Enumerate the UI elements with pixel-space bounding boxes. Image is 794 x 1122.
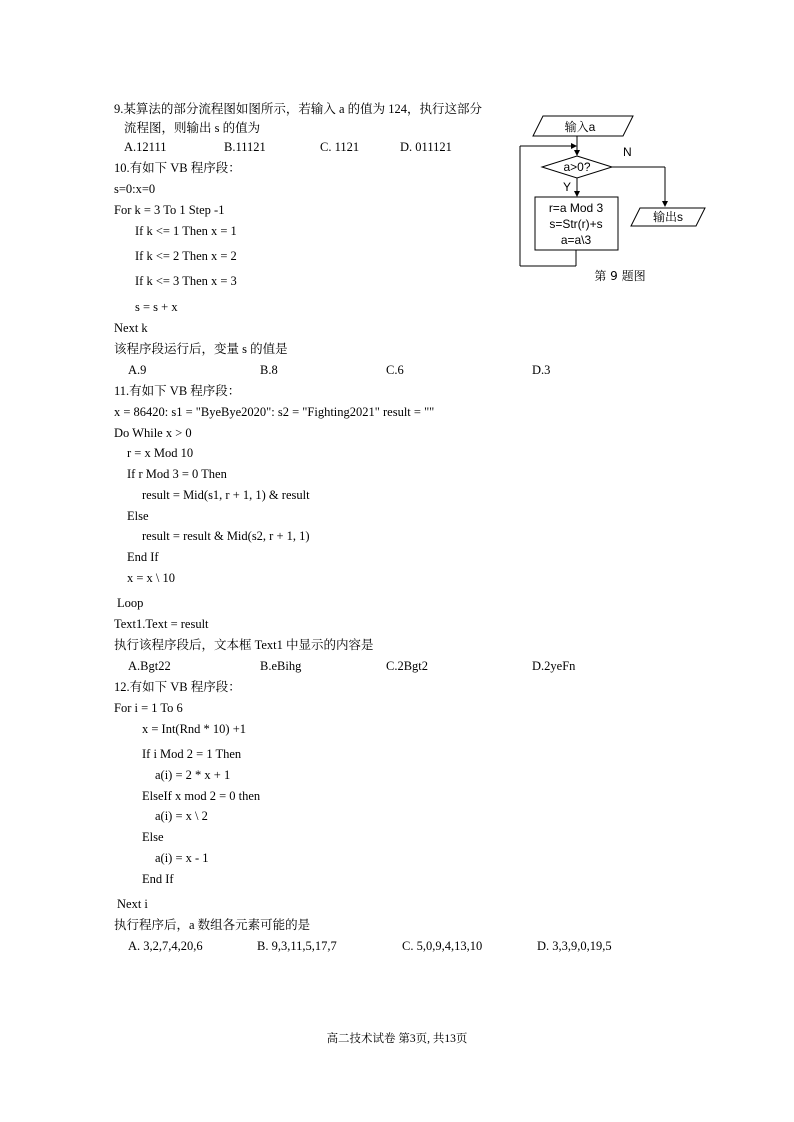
q9-option-a: A.12111: [124, 140, 167, 154]
q12-code-line: a(i) = x \ 2: [155, 809, 208, 823]
q12-code-line: x = Int(Rnd * 10) +1: [142, 722, 247, 736]
q12-code-line: Else: [142, 830, 164, 844]
q11-code-line: Else: [127, 509, 149, 523]
flowchart-yes-label: Y: [563, 180, 572, 194]
q11-code-line: End If: [127, 550, 159, 564]
q11-code-line: result = Mid(s1, r + 1, 1) & result: [142, 488, 310, 502]
flowchart-process-line2: s=Str(r)+s: [549, 217, 603, 231]
q12-stem: 12.有如下 VB 程序段：: [114, 680, 241, 694]
q10-question: 该程序段运行后，变量 s 的值是: [114, 342, 288, 356]
q10-code-line: s = s + x: [135, 300, 178, 314]
q9-option-b: B.11121: [224, 140, 266, 154]
q11-question: 执行该程序段后，文本框 Text1 中显示的内容是: [114, 638, 374, 652]
q10-option-b: B.8: [260, 363, 278, 377]
flowchart-no-label: N: [623, 145, 632, 159]
q10-option-c: C.6: [386, 363, 404, 377]
q11-code-line: Do While x > 0: [114, 426, 192, 440]
q10-code-line: If k <= 3 Then x = 3: [135, 274, 237, 288]
q9-stem-line2: 流程图，则输出 s 的值为: [124, 121, 261, 135]
q11-code-line: If r Mod 3 = 0 Then: [127, 467, 227, 481]
q11-code-line: r = x Mod 10: [127, 446, 194, 460]
q11-option-d: D.2yeFn: [532, 659, 576, 673]
q10-stem: 10.有如下 VB 程序段：: [114, 161, 241, 175]
q9-option-d: D. 011121: [400, 140, 452, 154]
flowchart-decision-text: a>0?: [563, 160, 591, 174]
q10-code-line: Next k: [114, 321, 148, 335]
q10-code-line: If k <= 1 Then x = 1: [135, 224, 237, 238]
flowchart-input-text: 输入a: [564, 120, 596, 134]
q11-code-line: Loop: [117, 596, 144, 610]
q10-code-line: s=0:x=0: [114, 182, 156, 196]
q11-option-b: B.eBihg: [260, 659, 302, 673]
q9-stem-line1: 9.某算法的部分流程图如图所示，若输入 a 的值为 124，执行这部分: [114, 102, 483, 116]
q10-code-line: For k = 3 To 1 Step -1: [114, 203, 225, 217]
flowchart-output-text: 输出s: [652, 210, 684, 224]
q12-question: 执行程序后，a 数组各元素可能的是: [114, 918, 311, 932]
q12-option-c: C. 5,0,9,4,13,10: [402, 939, 483, 953]
q12-code-line: If i Mod 2 = 1 Then: [142, 747, 242, 761]
q9-option-c: C. 1121: [320, 140, 360, 154]
q10-option-d: D.3: [532, 363, 551, 377]
flowchart-process-line3: a=a\3: [560, 233, 592, 247]
q11-option-a: A.Bgt22: [128, 659, 171, 673]
flowchart-process-line1: r=a Mod 3: [548, 201, 604, 215]
q12-code-line: For i = 1 To 6: [114, 701, 183, 715]
flowchart-diagram: [510, 108, 720, 293]
q12-code-line: Next i: [117, 897, 148, 911]
q12-code-line: End If: [142, 872, 174, 886]
q12-code-line: a(i) = x - 1: [155, 851, 209, 865]
flowchart-caption: 第 9 题图: [594, 269, 646, 283]
q11-code-line: x = 86420: s1 = "ByeBye2020": s2 = "Fighting2021" result = "": [114, 405, 435, 419]
q11-stem: 11.有如下 VB 程序段：: [114, 384, 241, 398]
q12-option-b: B. 9,3,11,5,17,7: [257, 939, 337, 953]
q10-code-line: If k <= 2 Then x = 2: [135, 249, 237, 263]
q11-option-c: C.2Bgt2: [386, 659, 429, 673]
q12-code-line: ElseIf x mod 2 = 0 then: [142, 789, 261, 803]
q12-option-d: D. 3,3,9,0,19,5: [537, 939, 612, 953]
page-footer: 高二技术试卷 第3页, 共13页: [326, 1033, 468, 1045]
q11-code-line: Text1.Text = result: [114, 617, 209, 631]
q12-code-line: a(i) = 2 * x + 1: [155, 768, 231, 782]
q10-option-a: A.9: [128, 363, 147, 377]
q11-code-line: x = x \ 10: [127, 571, 176, 585]
q11-code-line: result = result & Mid(s2, r + 1, 1): [142, 529, 310, 543]
q12-option-a: A. 3,2,7,4,20,6: [128, 939, 203, 953]
